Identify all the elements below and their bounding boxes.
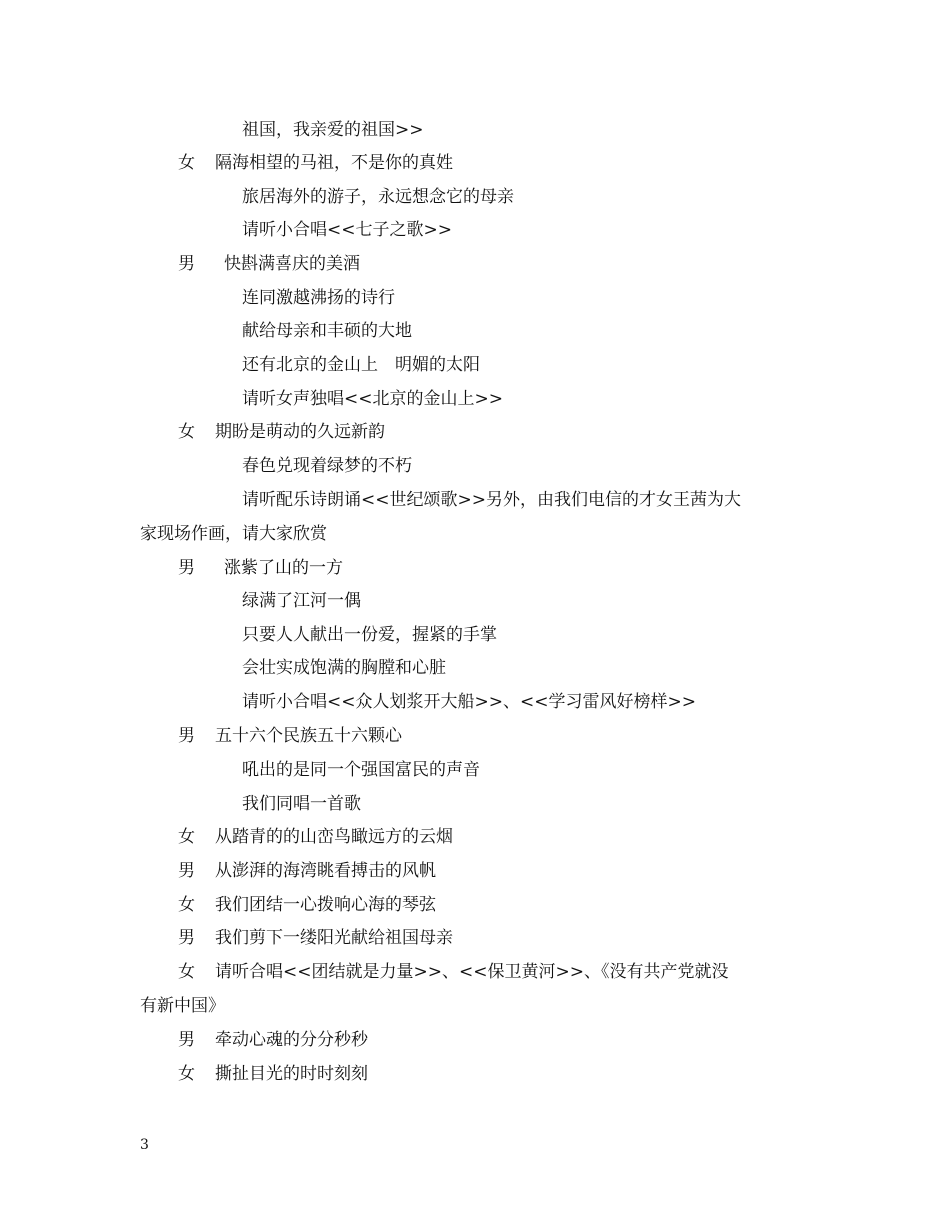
script-line xyxy=(242,489,741,511)
speaker-label: 男 xyxy=(178,861,195,881)
speaker-label: 男 xyxy=(178,254,195,274)
script-line xyxy=(242,759,480,781)
speaker-label: 男 xyxy=(178,726,195,746)
line-text: 我们剪下一缕阳光献给祖国母亲 xyxy=(215,928,453,948)
line-text: 隔海相望的马祖，不是你的真姓 xyxy=(215,153,453,173)
speaker-label: 女 xyxy=(178,962,195,982)
script-line xyxy=(242,287,395,309)
line-text: 还有北京的金山上 明媚的太阳 xyxy=(242,355,480,375)
line-text: 绿满了江河一偶 xyxy=(242,591,361,611)
line-text: 我们团结一心拨响心海的琴弦 xyxy=(215,895,436,915)
script-line xyxy=(242,320,412,342)
line-text: 从踏青的的山峦鸟瞰远方的云烟 xyxy=(215,827,453,847)
line-text: 只要人人献出一份爱，握紧的手掌 xyxy=(242,625,497,645)
line-text: 吼出的是同一个强国富民的声音 xyxy=(242,760,480,780)
line-text: 春色兑现着绿梦的不朽 xyxy=(242,456,412,476)
script-line xyxy=(242,219,452,241)
line-text: 请听配乐诗朗诵<<世纪颂歌>>另外，由我们电信的才女王茜为大 xyxy=(242,490,741,510)
script-line xyxy=(140,995,225,1017)
line-text: 撕扯目光的时时刻刻 xyxy=(215,1064,368,1084)
line-text: 请听小合唱<<七子之歌>> xyxy=(242,220,452,240)
line-text: 连同激越沸扬的诗行 xyxy=(242,288,395,308)
line-text: 请听小合唱<<众人划浆开大船>>、<<学习雷风好榜样>> xyxy=(242,692,696,712)
line-text: 会壮实成饱满的胸膛和心脏 xyxy=(242,658,446,678)
speaker-label: 女 xyxy=(178,1064,195,1084)
line-text: 从澎湃的海湾眺看搏击的风帆 xyxy=(215,861,436,881)
speaker-label: 女 xyxy=(178,422,195,442)
script-line xyxy=(242,119,424,141)
script-line xyxy=(242,455,412,477)
line-text: 期盼是萌动的久远新韵 xyxy=(215,422,385,442)
script-line xyxy=(242,793,361,815)
line-text: 献给母亲和丰硕的大地 xyxy=(242,321,412,341)
line-text: 有新中国》 xyxy=(140,996,225,1016)
script-line xyxy=(242,388,503,410)
line-text: 家现场作画，请大家欣赏 xyxy=(140,524,327,544)
line-text: 快斟满喜庆的美酒 xyxy=(224,254,360,274)
script-line xyxy=(242,186,514,208)
speaker-label: 女 xyxy=(178,153,195,173)
page-number: 3 xyxy=(140,1137,149,1153)
script-line xyxy=(242,590,361,612)
speaker-label: 女 xyxy=(178,895,195,915)
speaker-label: 男 xyxy=(178,1030,195,1050)
script-line xyxy=(242,691,696,713)
line-text: 祖国，我亲爱的祖国>> xyxy=(242,120,424,140)
script-line xyxy=(242,624,497,646)
script-line xyxy=(140,523,327,545)
speaker-label: 男 xyxy=(178,928,195,948)
speaker-label: 男 xyxy=(178,558,195,578)
line-text: 请听合唱<<团结就是力量>>、<<保卫黄河>>、《没有共产党就没 xyxy=(215,962,729,982)
line-text: 旅居海外的游子，永远想念它的母亲 xyxy=(242,187,514,207)
script-line xyxy=(242,354,480,376)
line-text: 牵动心魂的分分秒秒 xyxy=(215,1030,368,1050)
speaker-label: 女 xyxy=(178,827,195,847)
script-line xyxy=(242,657,446,679)
line-text: 涨紫了山的一方 xyxy=(224,558,343,578)
line-text: 我们同唱一首歌 xyxy=(242,794,361,814)
line-text: 五十六个民族五十六颗心 xyxy=(215,726,402,746)
line-text: 请听女声独唱<<北京的金山上>> xyxy=(242,389,503,409)
